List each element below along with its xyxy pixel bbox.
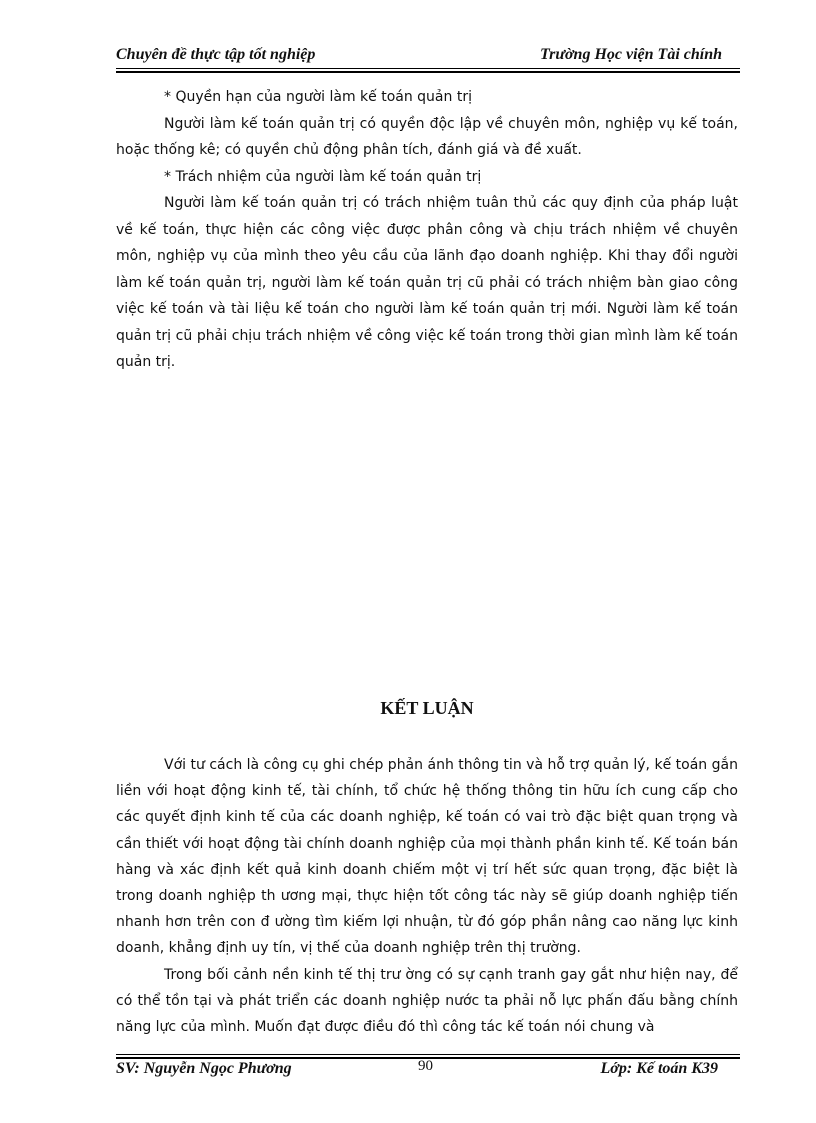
- conclusion-paragraph-1: Với tư cách là công cụ ghi chép phản ánh thông tin và hỗ trợ quản lý, kế toán gắn liền với hoạt động kinh tế, tài chính, tổ chức hệ thống thông tin hữu ích cung cấp cho các quyết định kinh tế của các doanh nghiệp, kế toán có vai trò đặc biệt quan trọng và cần thiết với hoạt động tài chính doanh nghiệp của mọi thành phần kinh tế. Kế toán bán hàng và xác định kết quả kinh doanh chiếm một vị trí hết sức quan trọng, đặc biệt là trong doanh nghiệp th ương mại, thực hiện tốt công tác này sẽ giúp doanh nghiệp tiến nhanh hơn trên con đ ường tìm kiếm lợi nhuận, từ đó góp phần nâng cao năng lực kinh doanh, khẳng định uy tín, vị thế của doanh nghiệp trên thị trường.: [116, 757, 738, 957]
- header-divider-thin: [116, 68, 740, 69]
- page-header: [116, 46, 740, 68]
- header-divider-thick: [116, 71, 740, 73]
- header-right-text: Trường Học viện Tài chính: [539, 46, 722, 63]
- paragraph-responsibility: Người làm kế toán quản trị có trách nhiệm tuân thủ các quy định của pháp luật về kế toán, thực hiện các công việc được phân công và chịu trách nhiệm về chuyên môn, nghiệp vụ của mình theo yêu cầu của lãnh đạo doanh nghiệp. Khi thay đổi người làm kế toán quản trị, người làm kế toán quản trị cũ phải có trách nhiệm bàn giao công việc kế toán và tài liệu kế toán cho người làm kế toán quản trị mới. Người làm kế toán quản trị cũ phải chịu trách nhiệm về công việc kế toán trong thời gian mình làm kế toán quản trị.: [116, 195, 738, 370]
- page-footer: [116, 1058, 740, 1080]
- paragraph-rights: Người làm kế toán quản trị có quyền độc lập về chuyên môn, nghiệp vụ kế toán, hoặc thống kê; có quyền chủ động phân tích, đánh giá và đề xuất.: [116, 115, 738, 158]
- bullet-rights: * Quyền hạn của người làm kế toán quản trị: [164, 89, 472, 105]
- conclusion-paragraph-2: Trong bối cảnh nền kinh tế thị trư ờng có sự cạnh tranh gay gắt như hiện nay, để có thể tồn tại và phát triển các doanh nghiệp nước ta phải nỗ lực phấn đấu bằng chính năng lực của mình. Muốn đạt được điều đó thì công tác kế toán nói chung và: [116, 966, 738, 1036]
- section-body: [116, 84, 738, 376]
- footer-divider-thin: [116, 1054, 740, 1055]
- footer-class-name: Lớp: Kế toán K39: [600, 1060, 718, 1077]
- header-left-text: Chuyên đề thực tập tốt nghiệp: [116, 46, 316, 63]
- conclusion-body: [116, 752, 738, 1040]
- conclusion-title: KẾT LUẬN: [380, 698, 474, 718]
- footer-student-name: SV: Nguyễn Ngọc Phương: [116, 1060, 292, 1077]
- bullet-responsibility: * Trách nhiệm của người làm kế toán quản trị: [164, 168, 482, 185]
- page-number: 90: [418, 1058, 433, 1074]
